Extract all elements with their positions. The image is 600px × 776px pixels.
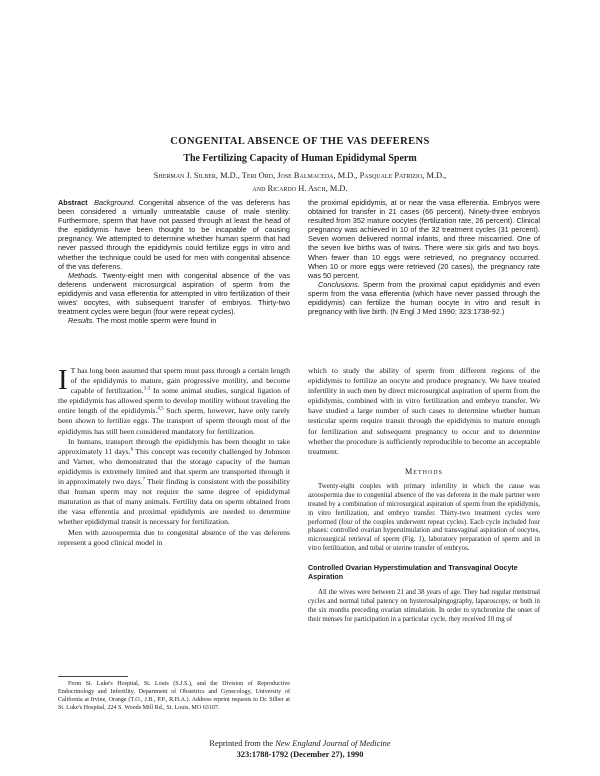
- methods-paragraph-2: All the wives were between 21 and 38 years of age. They had regular menstrual cycles and normal tubal patency on hysterosalpingography, laparoscopy, or both in the six months preceding ovarian stimulation. In order to synchronize the onset of their menses for participation in a particular cycle, they received 10 mg of: [308, 588, 540, 623]
- abstract-conclusions-text: Sperm from the proximal caput epididymis and even sperm from the vasa efferentia (which have never passed through the epididymis) can fertilize the human oocyte in vitro and result in pregnancy with live birth. (N Engl J Med 1990; 323:1738-92.): [308, 279, 540, 317]
- abstract-methods-text: Twenty-eight men with congenital absence of the vas deferens underwent microsurgical aspiration of sperm from the epididymis and vasa efferentia for attempted in vitro fertilization of their wives' oocytes, with subsequent transfer of embryos. Thirty-two treatment cycles were begun (four were repeat cycles).: [58, 270, 290, 317]
- abstract-background: [58, 198, 290, 271]
- journal-citation: 323:1788-1792 (December 27), 1990: [236, 749, 364, 759]
- intro-p2-text-c: Their finding is consistent with the possibility that human sperm may not require the same degree of epididymal maturation as that of many animals. Fertility data on sperm obtained from the vasa efferentia and proximal epididymis are needed to determine whether epididymal transit is necessary for fertilization.: [58, 477, 290, 527]
- journal-name: New England Journal of Medicine: [275, 739, 391, 748]
- abstract-methods-label: Methods.: [68, 270, 99, 280]
- intro-paragraph-3: Men with azoospermia due to congenital absence of the vas deferens represent a good clinical model in: [58, 527, 290, 547]
- abstract-methods: [58, 271, 290, 316]
- body-left-column: [58, 366, 290, 548]
- reprint-notice: [0, 739, 600, 761]
- methods-subheading: Controlled Ovarian Hyperstimulation and Transvaginal Oocyte Aspiration: [308, 564, 518, 581]
- reprint-line-1: [0, 739, 600, 750]
- authors-line-2: and Ricardo H. Asch, M.D.: [252, 183, 348, 193]
- abstract-results-start: [58, 316, 290, 325]
- citation-superscript: 4,5: [157, 406, 164, 412]
- footnote-rule: [58, 676, 128, 677]
- abstract-background-text: Congenital absence of the vas deferens has been considered a virtually untreatable cause of male sterility. Furthermore, sperm that have not passed through at least the head of the epididymis have been thought to be incapable of causing pregnancy. We attempted to determine whether human sperm that had never passed through the epididymis could fertilize eggs in vitro and whether the technique could be used for men with congenital absence of the vas deferens.: [58, 198, 291, 271]
- intro-p1-text-a: T has long been assumed that sperm must pass through a certain length of the epididymis to mature, gain progressive motility, and become capable of fertilization.: [70, 366, 290, 396]
- affiliation-footnote: From St. Luke's Hospital, St. Louis (S.J.S.), and the Division of Reproductive Endocrinology and Infertility, Department of Obstetrics and Gynecology, University of California at Irvine, Orange (T.O., J.B., P.P., R.H.A.). Address reprint requests to Dr. Silber at St. Luke's Hospital, 224 S. Woods Mill Rd., St. Louis, MO 63107.: [58, 681, 290, 711]
- citation-superscript: 6: [130, 447, 134, 453]
- intro-paragraph-2: [58, 437, 290, 528]
- intro-paragraph-4: which to study the ability of sperm from different regions of the epididymis to fertilize an oocyte and produce pregnancy. We have treated infertility in such men by direct microsurgical aspiration of sperm from the epididymis, combined with in vitro fertilization and embryo transfer. We have studied a large number of such cases to determine whether human testicular sperm require transit through the epididymis to mature enough for fertilization and subsequent pregnancy to occur and to determine whether the procedure is sufficiently reproducible to become an acceptable treatment.: [308, 366, 540, 456]
- drop-cap: I: [58, 364, 68, 396]
- article-subtitle: The Fertilizing Capacity of Human Epididymal Sperm: [183, 153, 417, 164]
- abstract-conclusions: [308, 280, 540, 316]
- intro-p2-text-b: This concept was recently challenged by Johnson and Varner, who demonstrated that the storage capacity of the human epididymis is extremely limited and that sperm are transported through it in approximately two days.: [58, 446, 290, 487]
- author-list: [120, 170, 480, 195]
- reprint-prefix: Reprinted from the: [209, 739, 276, 748]
- citation-superscript: 7: [142, 477, 145, 483]
- article-title: CONGENITAL ABSENCE OF THE VAS DEFERENS: [170, 136, 430, 147]
- intro-p1-text-c: Such sperm, however, have only rarely been shown to fertilize eggs. The transport of sperm through most of the epididymis has still been considered mandatory for fertilization.: [58, 406, 290, 436]
- abstract-lead: Abstract: [58, 198, 88, 207]
- methods-heading: Methods: [405, 466, 443, 476]
- intro-p1-text-b: In some animal studies, surgical ligation of the epididymis has allowed sperm to develop motility without traveling the entire length of the epididymis.: [58, 386, 290, 416]
- abstract-left-column: [58, 198, 290, 325]
- authors-line-1: Sherman J. Silber, M.D., Teri Ord, Jose Balmaceda, M.D., Pasquale Patrizio, M.D.,: [153, 171, 447, 180]
- abstract-results-text-cont: the proximal epididymis, at or near the vasa efferentia. Embryos were obtained for transfer in 21 cases (66 percent). Ninety-three embryos resulted from 352 mature oocytes (fertilization rate, 26 percent). Clinical pregnancy was achieved in 10 of the 32 treatment cycles (31 percent). Seven women delivered normal infants, and three miscarried. One of the seven live births was of twins. There were six girls and two boys. When fewer than 10 eggs were retrieved, no pregnancy occurred. When 10 or more eggs were retrieved (20 cases), the pregnancy rate was 50 percent.: [308, 198, 540, 280]
- abstract-right-column: [308, 198, 540, 316]
- abstract-results-text-start: The most motile sperm were found in: [96, 316, 217, 326]
- citation-superscript: 1-3: [143, 386, 151, 392]
- intro-paragraph-1: [58, 366, 290, 437]
- intro-p2-text-a: In humans, transport through the epididymis has been thought to take approximately 11 days.: [58, 436, 290, 456]
- abstract-results-cont: [308, 198, 540, 280]
- abstract-conclusions-label: Conclusions.: [318, 279, 360, 289]
- abstract-background-label: Background.: [94, 198, 136, 207]
- methods-paragraph-1: Twenty-eight couples with primary infertility in which the cause was azoospermia due to congenital absence of the vas deferens in the male partner were treated by a combination of microsurgical aspiration of sperm from the epididymis, in vitro fertilization, and embryo transfer. Thirty-two treatment cycles were performed (four of the couples underwent repeat cycles). Each cycle included four phases: controlled ovarian hyperstimulation and transvaginal aspiration of oocytes, microsurgical retrieval of sperm (Fig. 1), laboratory preparation of sperm and in vitro fertilization, and tubal or uterine transfer of embryos.: [308, 482, 540, 553]
- body-right-column: [308, 366, 540, 624]
- abstract-results-label: Results.: [68, 316, 95, 326]
